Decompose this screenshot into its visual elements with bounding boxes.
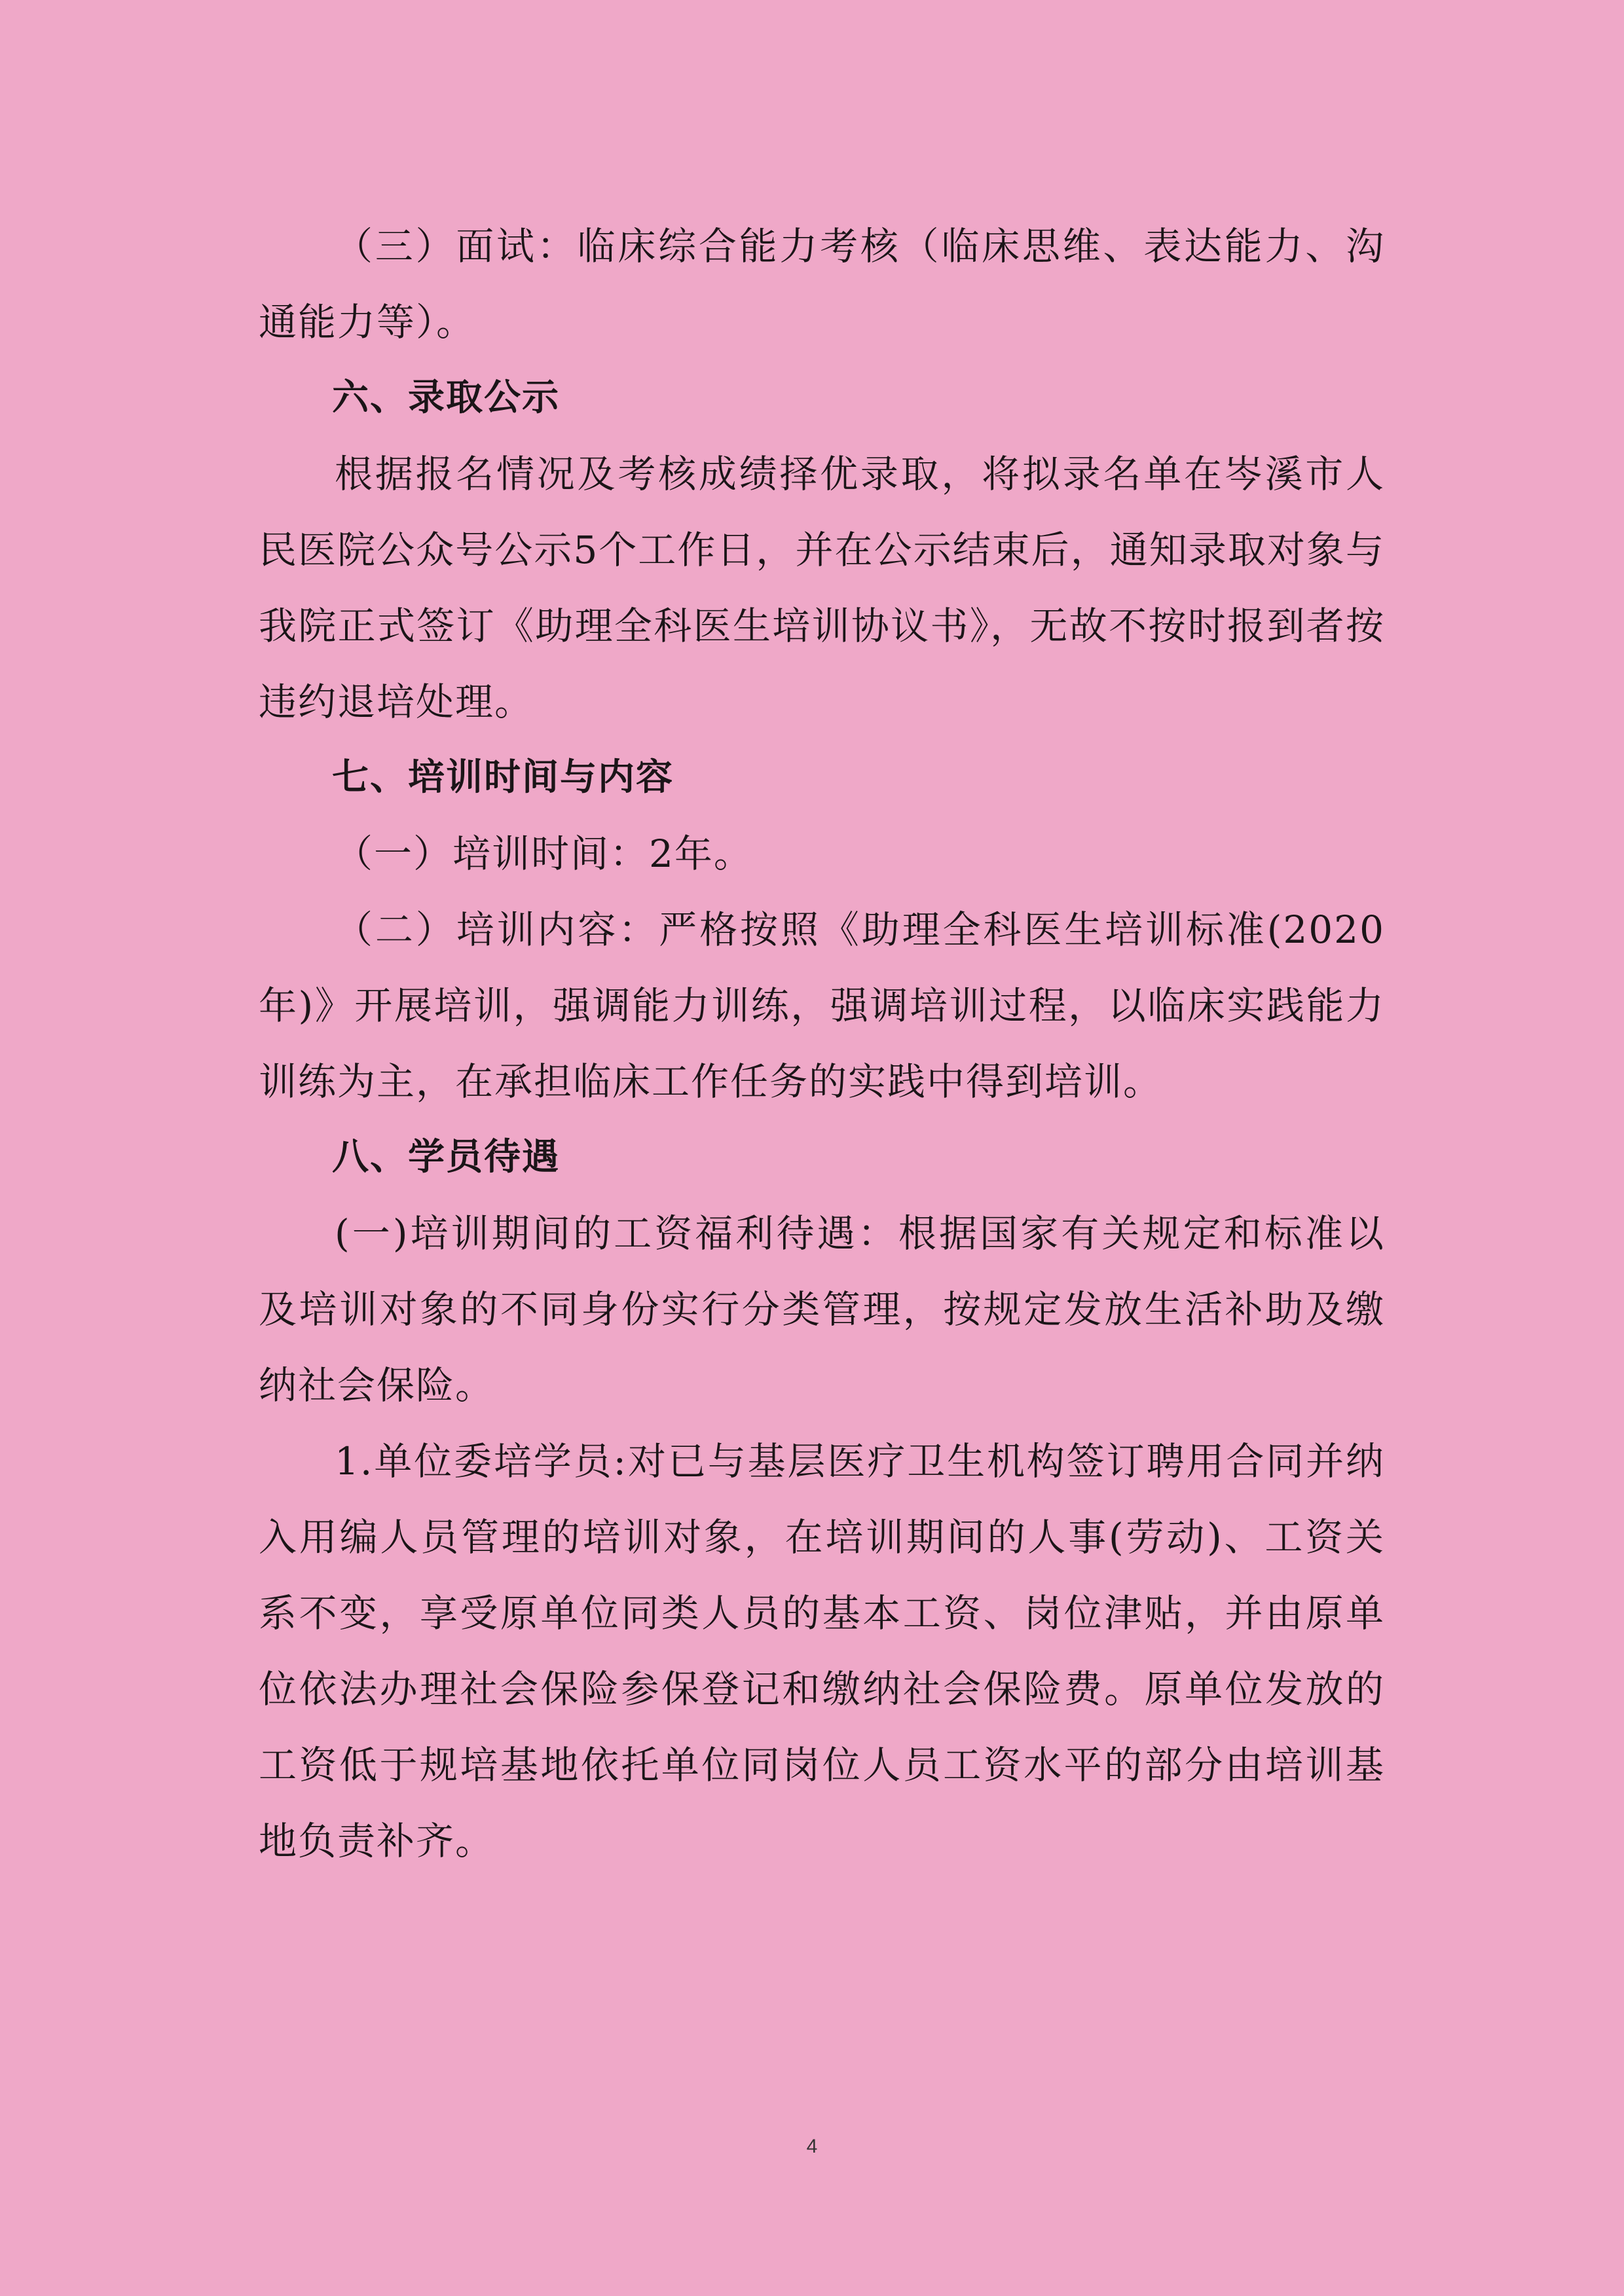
section-heading-benefits: 八、学员待遇 [332,1136,560,1178]
section-heading-admission: 六、录取公示 [332,376,560,419]
document-body [259,208,1385,1879]
section-heading-training: 七、培训时间与内容 [332,756,674,799]
paragraph-sponsored-trainees: 1.单位委培学员:对已与基层医疗卫生机构签订聘用合同并纳入用编人员管理的培训对象，在培训期间的人事(劳动)、工资关系不变，享受原单位同类人员的基本工资、岗位津贴，并由原单位依法办理社会保险参保登记和缴纳社会保险费。原单位发放的工资低于规培基地依托单位同岗位人员工资水平的部分由培训基地负责补齐。 [259,1439,1385,1863]
paragraph-training-time: （一）培训时间：2年。 [335,831,753,876]
paragraph-training-content: （二）培训内容：严格按照《助理全科医生培训标准(2020年)》开展培训，强调能力训练，强调培训过程，以临床实践能力训练为主，在承担临床工作任务的实践中得到培训。 [259,907,1385,1104]
paragraph-admission: 根据报名情况及考核成绩择优录取，将拟录名单在岑溪市人民医院公众号公示5个工作日，并在公示结束后，通知录取对象与我院正式签订《助理全科医生培训协议书》，无故不按时报到者按违约退培处理。 [259,452,1385,724]
paragraph-salary-benefits: (一)培训期间的工资福利待遇：根据国家有关规定和标准以及培训对象的不同身份实行分类管理，按规定发放生活补助及缴纳社会保险。 [259,1211,1385,1408]
page-number: 4 [806,2136,818,2157]
paragraph-interview: （三）面试：临床综合能力考核（临床思维、表达能力、沟通能力等）。 [259,224,1385,344]
